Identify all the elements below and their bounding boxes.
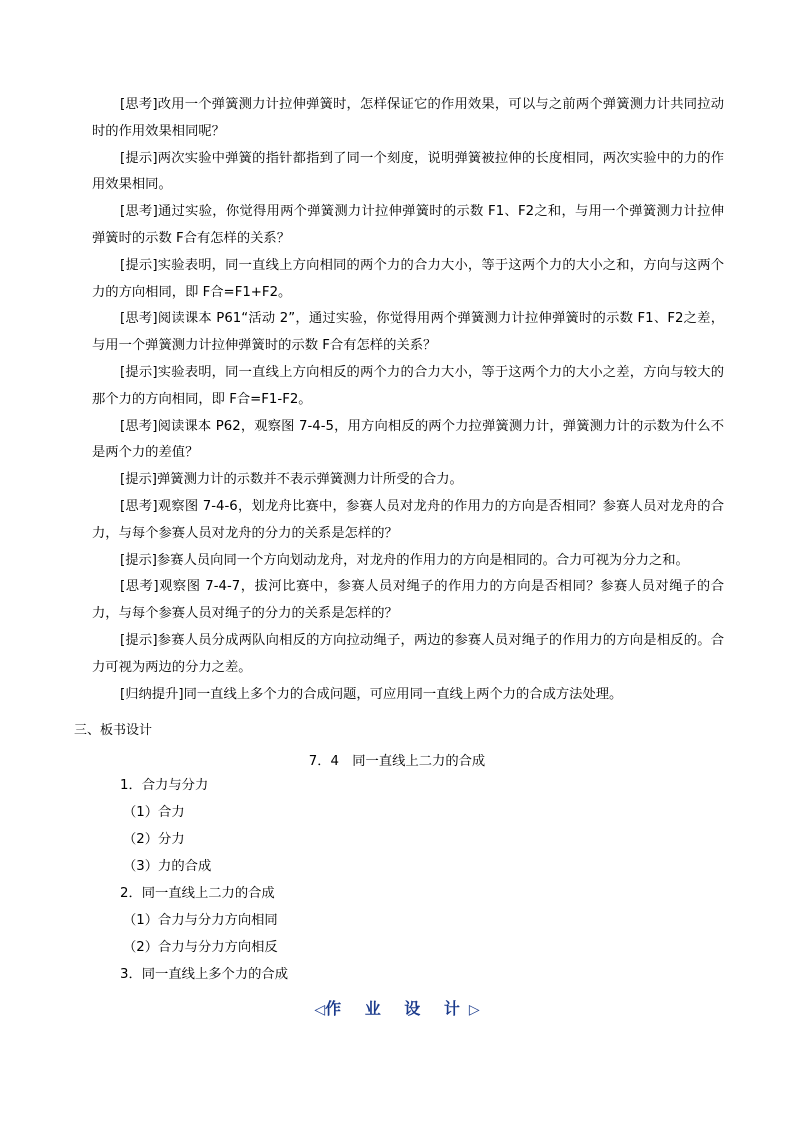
homework-banner xyxy=(0,996,794,1019)
qa-section xyxy=(92,92,724,708)
board-title: 7．4 同一直线上二力的合成 xyxy=(308,754,486,769)
outline-item: （1）合力与分力方向相同 xyxy=(123,913,278,928)
paragraph: [思考]观察图 7-4-7，拔河比赛中，参赛人员对绳子的作用力的方向是否相同？参赛人员对绳子的合力，与每个参赛人员对绳子的分力的关系是怎样的？ xyxy=(92,579,724,622)
outline-item: （2）分力 xyxy=(123,832,185,847)
paragraph: [提示]实验表明，同一直线上方向相反的两个力的合力大小，等于这两个力的大小之差，方向与较大的那个力的方向相同，即 F合=F1-F2。 xyxy=(92,364,724,407)
right-triangle-icon: ▷ xyxy=(468,1002,480,1018)
homework-banner-label: 作 业 设 计 xyxy=(325,999,469,1018)
outline-item: （1）合力 xyxy=(123,805,185,820)
board-outline xyxy=(120,776,288,992)
outline-item: 3．同一直线上多个力的合成 xyxy=(120,967,289,982)
left-triangle-icon: ◁ xyxy=(314,1002,326,1018)
paragraph: [提示]参赛人员向同一个方向划动龙舟，对龙舟的作用力的方向是相同的。合力可视为分力之和。 xyxy=(120,552,689,568)
section-heading: 三、板书设计 xyxy=(74,723,153,738)
outline-item: 2．同一直线上二力的合成 xyxy=(120,886,275,901)
paragraph: [思考]阅读课本 P62，观察图 7-4-5，用方向相反的两个力拉弹簧测力计，弹簧测力计的示数为什么不是两个力的差值？ xyxy=(92,418,724,461)
outline-item: （2）合力与分力方向相反 xyxy=(123,940,278,955)
outline-item: 1．合力与分力 xyxy=(120,778,209,793)
outline-item: （3）力的合成 xyxy=(123,859,212,874)
paragraph: [提示]两次实验中弹簧的指针都指到了同一个刻度，说明弹簧被拉伸的长度相同，两次实验中的力的作用效果相同。 xyxy=(92,150,724,193)
paragraph: [思考]改用一个弹簧测力计拉伸弹簧时，怎样保证它的作用效果，可以与之前两个弹簧测力计共同拉动时的作用效果相同呢？ xyxy=(92,97,724,139)
paragraph: [思考]阅读课本 P61“活动 2”，通过实验，你觉得用两个弹簧测力计拉伸弹簧时的示数 F1、F2之差，与用一个弹簧测力计拉伸弹簧时的示数 F合有怎样的关系？ xyxy=(92,311,724,354)
paragraph: [提示]实验表明，同一直线上方向相同的两个力的合力大小，等于这两个力的大小之和，方向与这两个力的方向相同，即 F合=F1+F2。 xyxy=(92,257,724,300)
paragraph: [提示]弹簧测力计的示数并不表示弹簧测力计所受的合力。 xyxy=(120,472,463,488)
paragraph: [思考]通过实验，你觉得用两个弹簧测力计拉伸弹簧时的示数 F1、F2之和，与用一个弹簧测力计拉伸弹簧时的示数 F合有怎样的关系？ xyxy=(92,204,724,246)
paragraph: [提示]参赛人员分成两队向相反的方向拉动绳子，两边的参赛人员对绳子的作用力的方向是相反的。合力可视为两边的分力之差。 xyxy=(92,632,724,675)
paragraph: [思考]观察图 7-4-6，划龙舟比赛中，参赛人员对龙舟的作用力的方向是否相同？参赛人员对龙舟的合力，与每个参赛人员对龙舟的分力的关系是怎样的？ xyxy=(92,498,724,541)
paragraph: [归纳提升]同一直线上多个力的合成问题，可应用同一直线上两个力的合成方法处理。 xyxy=(120,686,623,702)
